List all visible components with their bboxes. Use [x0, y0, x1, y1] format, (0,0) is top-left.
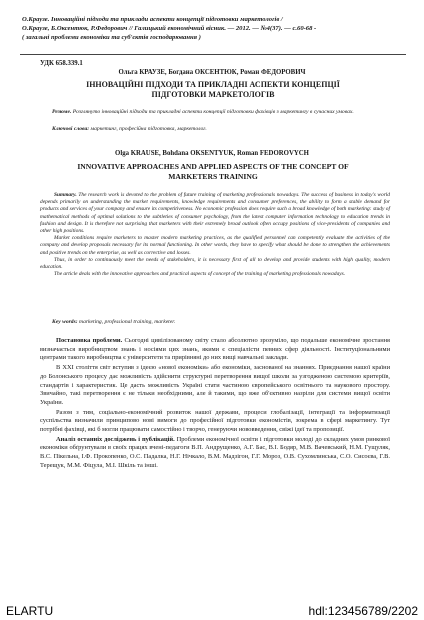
keywords-en-label: Key words:: [52, 319, 78, 325]
body-paragraph: Разом з тим, соціально-економічний розвиток нашої держави, процеси глобалізації, інтеграції та інформатизації суспільства визначили принципово нові вимоги до професійної підготовки економістів, зокрема в сфері маркетингу. Тут потрібні фахівці, які б могли працювати самостійно і творчо, генеруючи нововведення, свіжі ідеї та пропозиції.: [40, 408, 390, 434]
resume-ua: [40, 109, 390, 117]
body-text: Проблеми економічної освіти і підготовки молоді до складних умов ринкової економіки обґрунтували в своїх працях вчені-педагоги В.П. Андрущенко, А.Г. Бас, В.І. Бодяр, М.В. Вачевський, Н.М. Гущуляк, В.С. Пікельна, І.Ф. Прокопенко, О.С. Падалка, Н.Г. Нічкало, В.М. Мадзігон, Г.Г. Мороз, О.В. Сухомлинська, С.О. Сисоєва, Г.В. Терещук, М.М. Фіцула, М.І. Шкіль та інші.: [40, 435, 390, 469]
repository-label: ELARTU: [6, 604, 54, 618]
keywords-en-text: marketing, professional training, marketer.: [79, 319, 176, 325]
body-paragraph: [40, 337, 390, 363]
citation-line: О.Краузе, Б.Оксентюк, Р.Федорович // Галицький економічний вісник. — 2012. — №4(37). — с.60-68 -: [22, 25, 317, 32]
summary-paragraph: The article deals with the innovative approaches and practical aspects of concept of the training of marketing professionals nowadays.: [54, 271, 346, 278]
summary-text: The research work is devoted to the problem of future training of marketing professionals nowadays. The success of business in today's world depends primarily on understanding the market requirements, knowledge requirements and consumer preferences, the ability to form a stable demand for products and services of your company and ensure its competitiveness. No economic profession does require such a broad knowledge of both marketing: study of mathematical methods of optimal solutions to the subtleties of consumer psychology, from the latest computer information technology to education trends in fashion and design. It is therefore not surprising that marketers with their extremely broad outlook often occupy positions of vice-presidents of companies and other high positions.: [40, 192, 390, 235]
citation-header: [22, 15, 402, 42]
keywords-ua-label: Ключові слова:: [52, 126, 90, 132]
title-ua: ІННОВАЦІЙНІ ПІДХОДИ ТА ПРИКЛАДНІ АСПЕКТИ КОНЦЕПЦІЇ ПІДГОТОВКИ МАРКЕТОЛОГІВ: [86, 80, 340, 99]
body-text: Сьогодні цивілізованому світу стало абсолютно зрозуміло, що подальше економічне зростання визначається виробництвом знань і носіями цих знань, якими є спеціалісти певних сфер діяльності. Інституціональними центрами такого виробництва є університети та прирівняні до них вищі навчальні заклади.: [40, 337, 390, 362]
header-divider: [20, 54, 406, 55]
summary-paragraph: [40, 192, 390, 235]
keywords-ua: [40, 126, 390, 132]
article-body: [40, 337, 390, 472]
resume-text: Розглянуто інноваційні підходи та прикладні аспекти концепції підготовки фахівців з маркетингу в сучасних умовах.: [72, 109, 354, 115]
keywords-ua-text: маркетинг, професійна підготовка, маркетолог.: [90, 126, 207, 132]
section-heading: Аналіз останніх досліджень і публікацій.: [56, 435, 175, 443]
summary-label: Summary.: [54, 192, 77, 198]
resume-label: Резюме.: [52, 109, 72, 115]
title-en: INNOVATIVE APPROACHES AND APPLIED ASPECTS OF THE CONCEPT OF MARKETERS TRAINING: [77, 162, 349, 181]
body-paragraph: В XXI століття світ вступив з ідеєю «нової економіки» або економіки, заснованої на знаннях. Приєднання нашої країни до Болонського процесу дає можливість здійснити структурні перетворення вищої школи за узгодженою системою критеріїв, стандартів і характеристик. Це дасть можливість Україні стати частиною європейського освітнього та наукового простору. Звичайно, такі перетворення є не тільки необхідними, але й такими, що вже об'єктивно назріли для системи вищої освіти України.: [40, 364, 390, 406]
handle-link[interactable]: hdl:123456789/2202: [308, 604, 418, 618]
citation-line: ( загальні проблеми економіки та суб'єктів господарювання ): [22, 34, 201, 41]
body-paragraph: [40, 436, 390, 471]
summary-paragraph: Thus, in order to continuously meet the needs of stakeholders, it is necessary first of all to develop and provide students with high quality, modern education.: [40, 256, 390, 271]
keywords-en: [40, 319, 390, 325]
section-heading: Постановка проблеми.: [56, 337, 123, 344]
summary-paragraph: Market conditions require marketers to master modern marketing practices, as the qualified personnel can competently evaluate the activities of the company and develop proposals necessary for its normal functioning. In other words, they have to specify what should be done to strengthen the achievements and positive trends on the enterprise, as well as corrective and losses.: [40, 235, 390, 256]
citation-line: О.Краузе. Інноваційні підходи та приклади аспекти концепції підготовки маркетологів /: [22, 16, 283, 23]
authors-en: Olga KRAUSE, Bohdana OKSENTYUK, Roman FEDOROVYCH: [115, 150, 309, 157]
udc-code: УДК 658.339.1: [40, 60, 83, 67]
authors-ua: Ольга КРАУЗЕ, Богдана ОКСЕНТЮК, Роман ФЕДОРОВИЧ: [118, 69, 306, 76]
summary-en: [40, 192, 390, 278]
